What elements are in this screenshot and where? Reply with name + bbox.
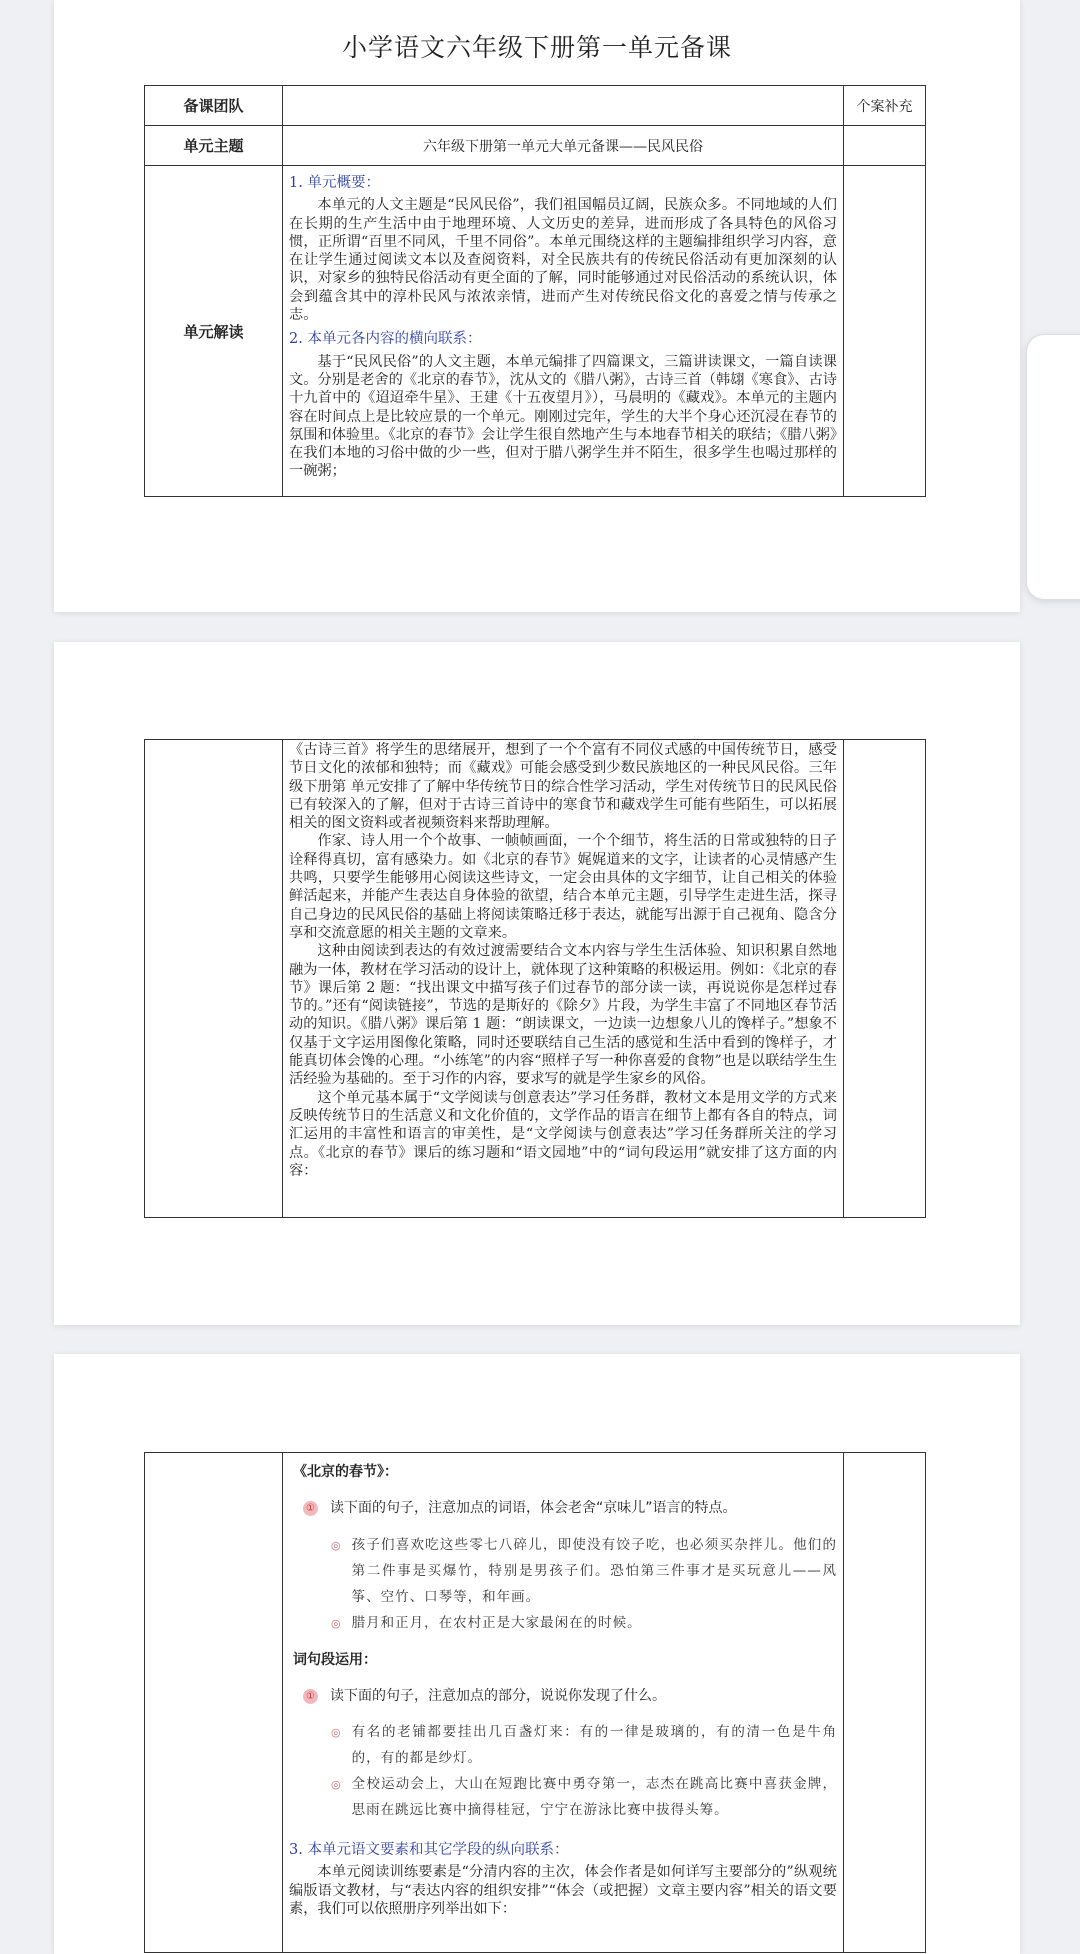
side-panel-tab[interactable] xyxy=(1026,334,1080,600)
exercise-item: ◎ 孩子们喜欢吃这些零七八碎儿，即使没有饺子吃，也必须买杂拌儿。他们的第二件事是买爆竹，特别是男孩子们。恐怕第三件事才是买玩意儿——风筝、空竹、口琴等，和年画。 xyxy=(331,1532,837,1610)
lesson-title: 《北京的春节》： xyxy=(293,1464,398,1480)
bullet-icon: ◎ xyxy=(331,1778,342,1792)
lesson-table-continued xyxy=(144,739,926,1218)
paragraph: 《古诗三首》将学生的思绪展开，想到了一个个富有不同仪式感的中国传统节日，感受节日文化的浓郁和独特；而《藏戏》可能会感受到少数民族地区的一种民风民俗。三年级下册第 单元安排了了解中华传统节日的综合性学习活动，学生对传统节日的民风民俗已有较深入的了解，但对于古诗三首诗中的寒食节和藏戏学生可能有些陌生，可以拓展相关的图文资料或者视频资料来帮助理解。 xyxy=(289,742,837,832)
supplement-label: 个案补充 xyxy=(844,86,926,126)
exercise-prompt: 读下面的句子，注意加点的部分，说说你发现了什么。 xyxy=(330,1687,666,1704)
exercise-prompt: 读下面的句子，注意加点的词语，体会老舍“京味儿”语言的特点。 xyxy=(330,1500,737,1517)
team-value xyxy=(283,86,844,126)
exercise-content xyxy=(283,1453,844,1953)
exercise-number-badge: ① xyxy=(303,1501,318,1516)
bullet-icon: ◎ xyxy=(331,1616,342,1630)
document-title: 小学语文六年级下册第一单元备课 xyxy=(341,33,732,62)
section2-text: 基于“民风民俗”的人文主题，本单元编排了四篇课文，三篇讲读课文，一篇自读课文。分别是老舍的《北京的春节》，沈从文的《腊八粥》，古诗三首（韩翃《寒食》、古诗十九首中的《迢迢牵牛星》、王建《十五夜望月》），马晨明的《藏戏》。本单元的主题内容在时间点上是比较应景的一个单元。刚刚过完年，学生的大半个身心还沉浸在春节的氛围和体验里。《北京的春节》会让学生很自然地产生与本地春节相关的联结；《腊八粥》在我们本地的习俗中做的少一些，但对于腊八粥学生并不陌生，很多学生也喝过那样的一碗粥； xyxy=(289,353,837,480)
bullet-icon: ◎ xyxy=(331,1538,342,1552)
document-page-2 xyxy=(54,642,1020,1325)
section1-text: 本单元的人文主题是“民风民俗”，我们祖国幅员辽阔，民族众多。不同地域的人们在长期的生产生活中由于地理环境、人文历史的差异，进而形成了各具特色的风俗习惯，正所谓“百里不同风，千里不同俗”。本单元围绕这样的主题编排组织学习内容，意在让学生通过阅读文本以及查阅资料，对全民族共有的传统民俗活动有更加深刻的认识，对家乡的独特民俗活动有更全面的了解，同时能够通过对民俗活动的系统认识，体会到蕴含其中的淳朴民风与浓浓亲情，进而产生对传统民俗文化的喜爱之情与传承之志。 xyxy=(289,197,837,324)
section3-heading: 3. 本单元语文要素和其它学段的纵向联系： xyxy=(289,1842,569,1859)
team-label: 备课团队 xyxy=(145,86,283,126)
exercise-number-badge: ① xyxy=(303,1689,318,1704)
exercise-item: ◎ 腊月和正月，在农村正是大家最闲在的时候。 xyxy=(331,1610,837,1637)
section2-heading: 2. 本单元各内容的横向联系： xyxy=(289,331,482,348)
theme-supplement xyxy=(844,126,926,166)
exercise-2 xyxy=(295,1687,837,1823)
lesson-table-continued-2 xyxy=(144,1452,926,1953)
reading-supplement xyxy=(844,166,926,497)
reading-content-continued xyxy=(283,740,844,1218)
section1-heading: 1. 单元概要： xyxy=(289,175,380,191)
exercise-item: ◎ 全校运动会上，大山在短跑比赛中勇夺第一，志杰在跳高比赛中喜获金牌，思雨在跳远比赛中摘得桂冠，宁宁在游泳比赛中拔得头筹。 xyxy=(331,1771,837,1823)
label-cell-empty xyxy=(145,740,283,1218)
supplement-cell-empty xyxy=(844,740,926,1218)
exercise-1 xyxy=(295,1499,837,1636)
supplement-cell-empty xyxy=(844,1453,926,1953)
theme-label: 单元主题 xyxy=(145,126,283,166)
exercise-item: ◎ 有名的老铺都要挂出几百盏灯来：有的一律是玻璃的，有的清一色是牛角的，有的都是纱灯。 xyxy=(331,1719,837,1771)
document-page-1 xyxy=(54,0,1020,612)
paragraph: 作家、诗人用一个个故事、一帧帧画面，一个个细节，将生活的日常或独特的日子诠释得真切，富有感染力。如《北京的春节》娓娓道来的文字，让读者的心灵情感产生共鸣，只要学生能够用心阅读这些诗文，一定会由具体的文字细节，让自己相关的体验鲜活起来，并能产生表达自身体验的欲望，结合本单元主题，引导学生走进生活，探寻自己身边的民风民俗的基础上将阅读策略迁移于表达，就能写出源于自己视角、隐含分享和交流意愿的相关主题的文章来。 xyxy=(289,833,837,941)
label-cell-empty xyxy=(145,1453,283,1953)
theme-value: 六年级下册第一单元大单元备课——民风民俗 xyxy=(283,126,844,166)
section3-text: 本单元阅读训练要素是“分清内容的主次，体会作者是如何详写主要部分的”纵观统编版语文教材，与“表达内容的组织安排”“体会（或把握）文章主要内容”相关的语文要素，我们可以依照册序列举出如下： xyxy=(289,1864,837,1918)
lesson-table xyxy=(144,85,926,497)
bullet-icon: ◎ xyxy=(331,1726,342,1740)
paragraph: 这种由阅读到表达的有效过渡需要结合文本内容与学生生活体验、知识积累自然地融为一体，教材在学习活动的设计上，就体现了这种策略的积极运用。例如：《北京的春节》课后第 2 题：“找出课文中描写孩子们过春节的部分读一读，再说说你是怎样过春节的。”还有“阅读链接”，节选的是斯好的《除夕》片段，为学生丰富了不同地区春节活动的知识。《腊八粥》课后第 1 题：“朗读课文，一边读一边想象八儿的馋样子。”想象不仅基于文字运用图像化策略，同时还要联结自己生活的感觉和生活中看到的馋样子，才能真切体会馋的心理。“小练笔”的内容“照样子写一种你喜爱的食物”也是以联结学生生活经验为基础的。至于习作的内容，要求写的就是学生家乡的风俗。 xyxy=(289,943,837,1088)
section-label: 词句段运用： xyxy=(293,1651,377,1668)
reading-content xyxy=(283,166,844,497)
paragraph: 这个单元基本属于“文学阅读与创意表达”学习任务群，教材文本是用文学的方式来反映传统节日的生活意义和文化价值的，文学作品的语言在细节上都有各自的特点，词汇运用的丰富性和语言的审美性，是“文学阅读与创意表达”学习任务群所关注的学习点。《北京的春节》课后的练习题和“语文园地”中的“词句段运用”就安排了这方面的内容： xyxy=(289,1089,837,1179)
document-page-3 xyxy=(54,1354,1020,1954)
reading-label: 单元解读 xyxy=(145,166,283,497)
